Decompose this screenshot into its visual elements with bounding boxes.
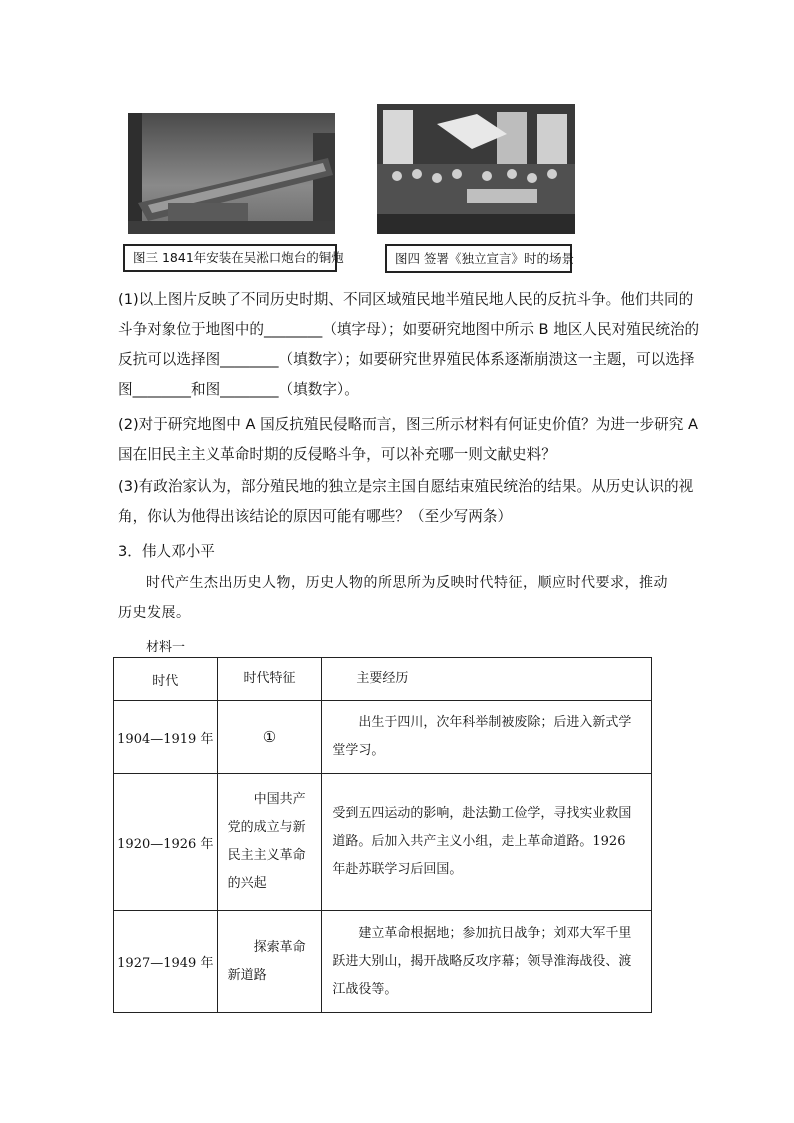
row2-experience — [322, 774, 652, 911]
row1-experience — [322, 701, 652, 774]
question-1-line-4: 图________和图________（填数字）。 — [118, 381, 359, 398]
row2-experience-text: 受到五四运动的影响，赴法勤工俭学，寻找实业救国道路。后加入共产主义小组，走上革命道路。1926 年赴苏联学习后回国。 — [332, 806, 632, 877]
declaration-signing-photo — [377, 104, 575, 234]
cannon-illustration — [128, 113, 335, 234]
row3-era: 1927—1949 年 — [114, 911, 218, 1013]
question-1 — [118, 285, 700, 405]
section-3-heading: 3．伟人邓小平 — [118, 543, 215, 560]
question-2-line-1: (2)对于研究地图中 A 国反抗殖民侵略而言，图三所示材料有何证史价值？为进一步研究 A — [118, 416, 698, 433]
figure3-caption: 图三 1841年安装在吴淞口炮台的铜炮 — [123, 244, 337, 272]
header-experience-text: 主要经历 — [356, 671, 409, 686]
question-1-line-2: 斗争对象位于地图中的________（填字母）；如要研究地图中所示 B 地区人民对殖民统治的 — [118, 321, 700, 338]
question-1-line-1: (1)以上图片反映了不同历史时期、不同区域殖民地半殖民地人民的反抗斗争。他们共同的 — [118, 291, 694, 308]
table-row — [114, 774, 652, 911]
question-3-line-2: 角，你认为他得出该结论的原因可能有哪些？（至少写两条） — [118, 508, 513, 525]
question-3-line-1: (3)有政治家认为，部分殖民地的独立是宗主国自愿结束殖民统治的结果。从历史认识的视 — [118, 478, 694, 495]
question-2 — [118, 410, 698, 470]
row1-feature-text: ① — [262, 728, 277, 746]
row3-experience-text: 建立革命根据地；参加抗日战争；刘邓大军千里跃进大别山，揭开战略反攻序幕；领导淮海战役、渡江战役等。 — [332, 925, 632, 997]
section-3-intro — [118, 568, 678, 628]
row1-experience-text: 出生于四川，次年科举制被废除；后进入新式学堂学习。 — [332, 715, 632, 758]
table-row — [114, 911, 652, 1013]
row3-feature-text: 探索革命新道路 — [227, 939, 306, 983]
row1-feature — [217, 701, 322, 774]
row2-era: 1920—1926 年 — [114, 774, 218, 911]
row3-feature — [217, 911, 322, 1013]
table-header-row — [114, 658, 652, 701]
dengxiaoping-table — [113, 657, 652, 1013]
cannon-photo — [128, 113, 335, 234]
header-feature — [217, 658, 322, 701]
row2-feature-text: 中国共产党的成立与新民主主义革命的兴起 — [227, 792, 306, 891]
material-one-label: 材料一 — [146, 640, 186, 655]
header-feature-text: 时代特征 — [243, 671, 296, 686]
signing-illustration — [377, 104, 575, 234]
row2-feature — [217, 774, 322, 911]
question-3 — [118, 472, 694, 532]
header-experience — [322, 658, 652, 701]
figure4-caption: 图四 签署《独立宣言》时的场景 — [385, 244, 572, 273]
row1-era: 1904—1919 年 — [114, 701, 218, 774]
row3-experience — [322, 911, 652, 1013]
table-row — [114, 701, 652, 774]
question-2-line-2: 国在旧民主主义革命时期的反侵略斗争，可以补充哪一则文献史料？ — [118, 446, 556, 463]
section-3-intro-text: 时代产生杰出历史人物，历史人物的所思所为反映时代特征，顺应时代要求，推动历史发展。 — [118, 575, 668, 621]
header-era: 时代 — [114, 658, 218, 701]
question-1-line-3: 反抗可以选择图________（填数字）；如要研究世界殖民体系逐渐崩溃这一主题，可以选择 — [118, 351, 695, 368]
